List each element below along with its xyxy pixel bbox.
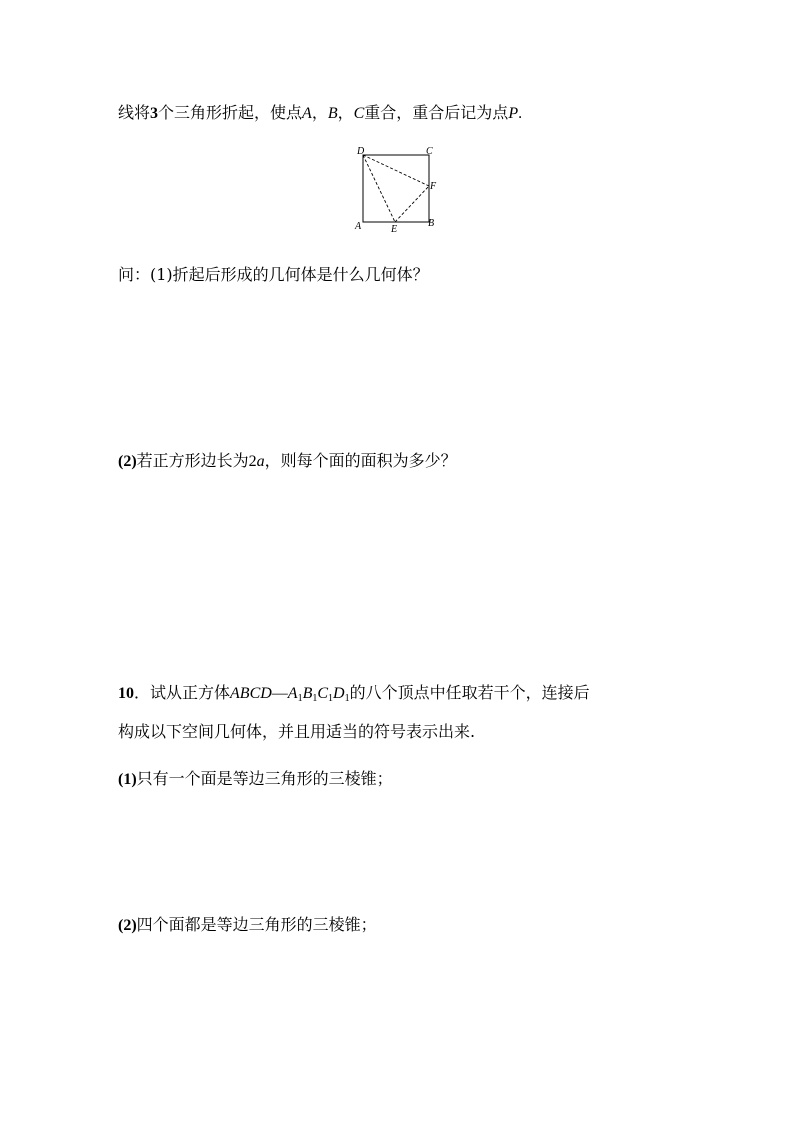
problem-10-line-1 (118, 680, 590, 704)
fold-line-de (363, 155, 395, 222)
variable-a: a (256, 453, 265, 470)
text-fragment: 的八个顶点中任取若干个，连接后 (349, 683, 590, 702)
point-p: P (508, 105, 519, 122)
subscript: 1 (312, 693, 318, 704)
point-a: A (302, 105, 312, 122)
label-d: D (357, 146, 365, 157)
number-3: 3 (150, 105, 159, 122)
vertex-b1: B (302, 685, 313, 702)
fold-line-df (363, 155, 429, 186)
square-fold-figure (350, 146, 446, 236)
text-fragment: 个三角形折起，使点 (158, 103, 303, 122)
subscript: 1 (328, 693, 334, 704)
subscript: 1 (297, 693, 303, 704)
question-label: (1) (118, 771, 137, 788)
point-b: B (327, 105, 338, 122)
problem-10-line-2 (118, 719, 475, 742)
period: . (518, 105, 523, 122)
fold-line-ef (395, 186, 429, 222)
question-text: 折起后形成的几何体是什么几何体？ (172, 265, 429, 284)
question-text: 只有一个面是等边三角形的三棱锥； (136, 769, 393, 788)
text-fragment: 线将 (118, 103, 151, 122)
text-fragment: ，则每个面的面积为多少？ (264, 451, 457, 470)
vertex-d1: D (333, 685, 345, 702)
problem-number: 10 (118, 685, 134, 702)
question-label: (2) (118, 453, 137, 470)
problem-10-question-1 (118, 766, 393, 789)
label-f: F (430, 181, 437, 192)
label-b: B (428, 218, 435, 229)
question-label: 问：(1) (118, 265, 173, 284)
label-a: A (355, 221, 362, 232)
label-e: E (391, 224, 398, 235)
vertex-a1: A (287, 685, 298, 702)
question-2 (118, 448, 457, 471)
point-c: C (353, 105, 365, 122)
text-fragment: ．试从正方体 (134, 683, 231, 702)
text-fragment: 重合，重合后记为点 (364, 103, 509, 122)
vertex-c1: C (317, 685, 329, 702)
question-1 (118, 262, 429, 285)
text-fragment: 若正方形边长为 (136, 451, 249, 470)
label-c: C (426, 146, 433, 157)
subscript: 1 (344, 693, 350, 704)
value-2: 2 (248, 453, 257, 470)
comma: ， (311, 103, 328, 122)
square-outline (363, 155, 429, 222)
dash: — (271, 685, 288, 702)
cube-base-name: ABCD (230, 685, 272, 702)
comma: ， (337, 103, 354, 122)
question-text: 四个面都是等边三角形的三棱锥； (136, 915, 377, 934)
question-label: (2) (118, 917, 137, 934)
text-fragment: 构成以下空间几何体，并且用适当的符号表示出来. (118, 722, 476, 741)
problem-10-question-2 (118, 912, 377, 935)
text-line-fold (118, 100, 522, 123)
